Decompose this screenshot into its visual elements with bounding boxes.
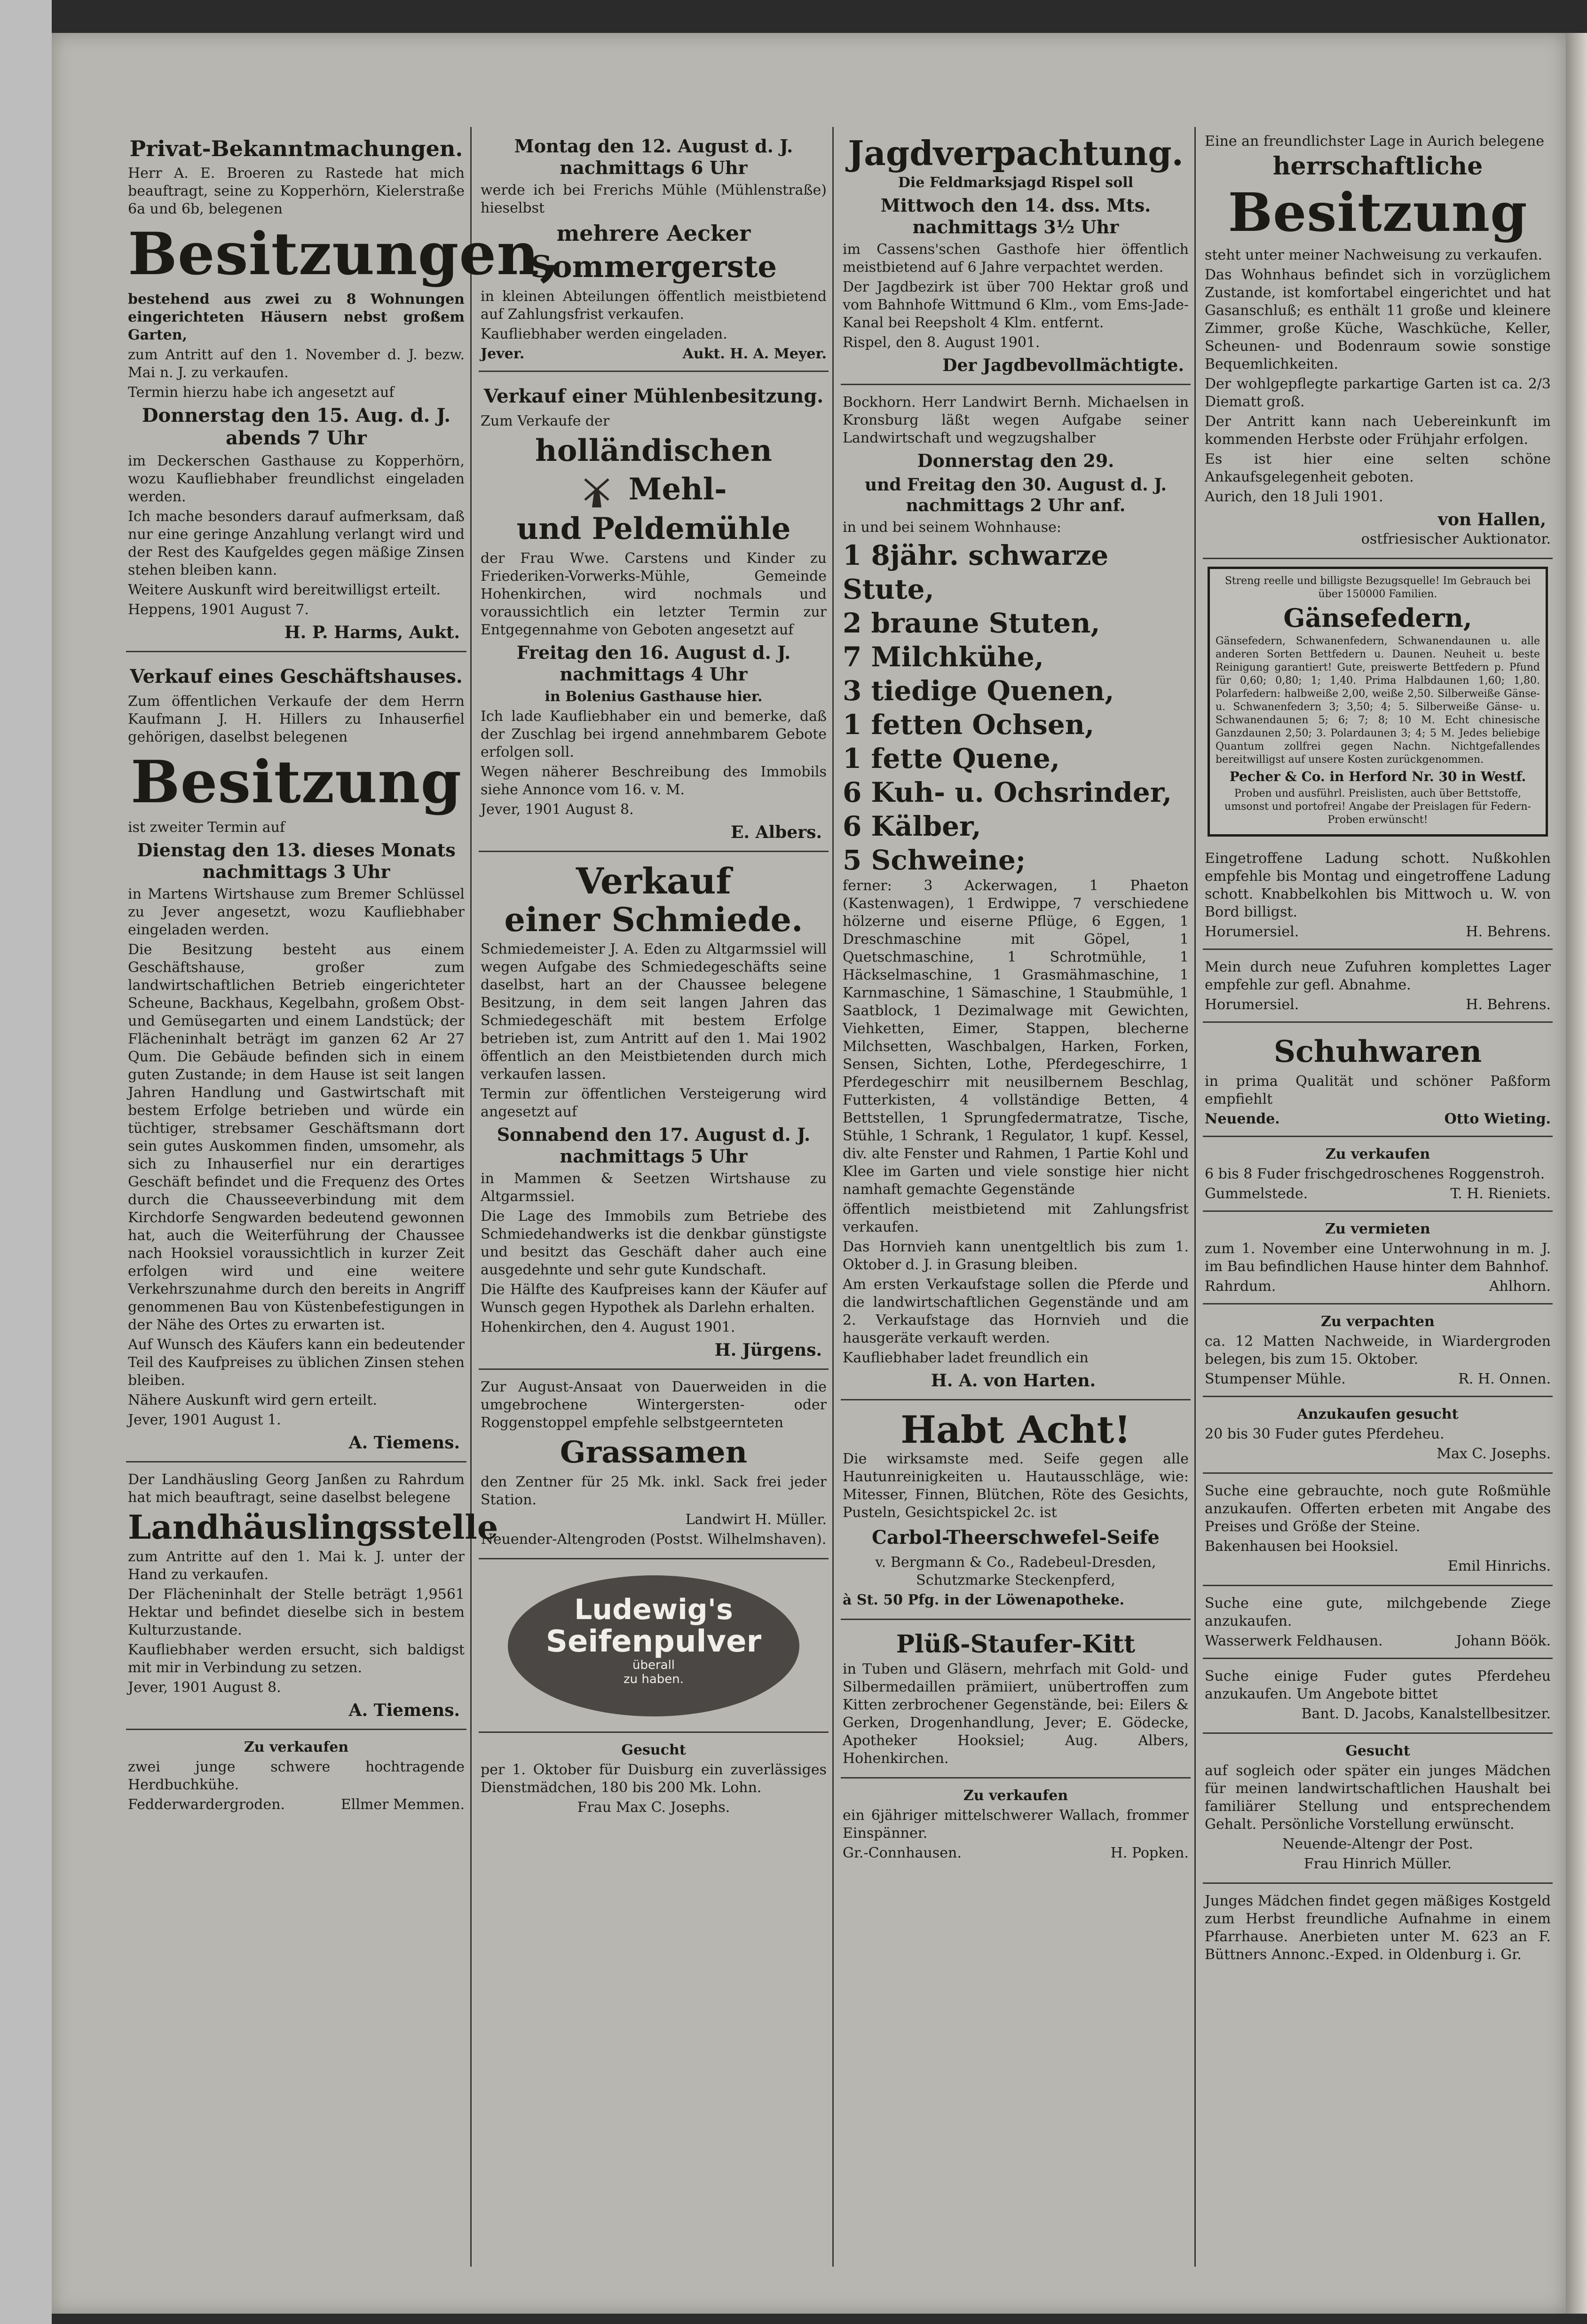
ad-unterwohnung: [1203, 1215, 1553, 1304]
ad-firm: Pecher & Co. in Herford Nr. 30 in Westf.: [1229, 769, 1526, 784]
ad-date: Sonnabend den 17. August d. J. nachmittags 5 Uhr: [497, 1123, 811, 1167]
ad-text: steht unter meiner Nachweisung zu verkaufen.: [1205, 247, 1543, 263]
ad-geschaeftshaus: [126, 655, 466, 1462]
ad-text: Das Hornvieh kann unentgeltlich bis zum 1. Oktober d. J. in Grasung bleiben.: [843, 1239, 1189, 1273]
ad-gaensefedern: [1208, 567, 1548, 837]
ad-nusskohlen: [1203, 844, 1553, 950]
ad-signature: H. A. von Harten.: [931, 1371, 1096, 1391]
ad-location: in Bolenius Gasthause hier.: [545, 688, 763, 705]
ad-headline: Schuhwaren: [1273, 1034, 1482, 1069]
auction-item: 2 braune Stuten,: [843, 607, 1100, 639]
auction-item: 6 Kuh- u. Ochsrinder,: [843, 776, 1172, 808]
ad-signature-title: ostfriesischer Auktionator.: [1361, 531, 1551, 547]
windmill-icon: [580, 475, 613, 508]
ad-title: Zu verkaufen: [1325, 1146, 1430, 1162]
ad-text: Schmiedemeister J. A. Eden zu Altgarmssiel will wegen Aufgabe des Schmiedegeschäfts seine daselbst, hart an der Chaussee belegene Besitzung, in dem seit langen Jahren das Schmiedegeschäft mit bestem Erfolge betrieben ist, zum Antritt auf den 1. Mai 1902 öffentlich an den Meistbietenden durch mich verkaufen lassen.: [481, 941, 827, 1083]
auction-item: 3 tiedige Quenen,: [843, 675, 1114, 707]
ad-habt-acht: [841, 1403, 1191, 1620]
ad-text: öffentlich meistbietend mit Zahlungsfrist verkaufen.: [843, 1201, 1189, 1235]
auction-item: 5 Schweine;: [843, 844, 1026, 876]
ad-text: 20 bis 30 Fuder gutes Pferdeheu.: [1205, 1426, 1445, 1442]
ad-text: Kaufliebhaber werden ersucht, sich baldigst mit mir in Verbindung zu setzen.: [128, 1642, 465, 1676]
ad-muehlenbesitzung: [479, 375, 829, 852]
ad-pferdeheu-suche: [1203, 1662, 1553, 1734]
badge-text: überall: [632, 1658, 675, 1672]
ad-headline: [481, 472, 827, 508]
ad-signature: Emil Hinrichs.: [1447, 1558, 1551, 1574]
ad-pluess-staufer-kitt: [841, 1623, 1191, 1779]
ad-date: Montag den 12. August d. J. nachmittags 6 Uhr: [514, 135, 793, 178]
ad-text: ein 6jähriger mittelschwerer Wallach, frommer Einspänner.: [843, 1807, 1189, 1842]
ad-text: Zum öffentlichen Verkaufe der dem Herrn Kaufmann J. H. Hillers zu Inhauserfiel gehörigen, daselbst belegenen: [128, 693, 465, 745]
ad-pferdeheu-gesucht: [1203, 1400, 1553, 1474]
ad-place: Heppens, 1901 August 7.: [128, 601, 309, 618]
ad-headline: holländischen: [535, 433, 772, 468]
auction-item: 1 fetten Ochsen,: [843, 709, 1095, 741]
ad-text: Suche eine gebrauchte, noch gute Roßmühle anzukaufen. Offerten erbeten mit Angabe des Preises und Größe der Steine.: [1205, 1483, 1551, 1535]
ad-title: Anzukaufen gesucht: [1297, 1406, 1459, 1423]
ad-headline: Habt Acht!: [900, 1407, 1131, 1452]
product-name: Seifenpulver: [545, 1624, 762, 1659]
column-3: [832, 127, 1199, 2290]
ad-text: Wegen näherer Beschreibung des Immobils siehe Annonce vom 16. v. M.: [481, 763, 827, 798]
ad-date: Donnerstag den 15. Aug. d. J. abends 7 Uhr: [142, 404, 451, 449]
ad-headline: Carbol-Theerschwefel-Seife: [872, 1526, 1160, 1549]
ad-landhaeuslingsstelle: [126, 1465, 498, 1730]
ad-schuhwaren: [1203, 1026, 1553, 1137]
ad-text: Termin hierzu habe ich angesetzt auf: [128, 384, 395, 401]
ad-text: zum Antritt auf den 1. November d. J. bezw. Mai n. J. zu verkaufen.: [128, 347, 465, 381]
ad-text: Zum Verkaufe der: [481, 413, 610, 429]
auction-item: 7 Milchkühe,: [843, 641, 1044, 673]
ad-herrschaftliche-besitzung: [1203, 127, 1553, 559]
ad-text: in prima Qualität und schöner Paßform empfiehlt: [1205, 1073, 1551, 1107]
ad-signature: H. Popken.: [1110, 1845, 1189, 1861]
ad-text: Der Antritt kann nach Uebereinkunft im kommenden Herbste oder Frühjahr erfolgen.: [1205, 413, 1551, 448]
ad-text: Die Lage des Immobils zum Betriebe des Schmiedehandwerks ist die denkbar günstigste und besitzt das Geschäft daher auch eine ausgedehnte und sehr gute Kundschaft.: [481, 1208, 827, 1278]
ad-text: Der wohlgepflegte parkartige Garten ist ca. 2/3 Diematt groß.: [1205, 376, 1551, 410]
ad-rossmuehle: [1203, 1477, 1553, 1586]
ad-text: bestehend aus zwei zu 8 Wohnungen eingerichteten Häusern nebst großem Garten,: [128, 291, 465, 343]
ad-signature: T. H. Rieniets.: [1450, 1186, 1551, 1202]
ad-sommergerste: [479, 127, 829, 372]
ad-date: Donnerstag den 29.: [917, 450, 1114, 471]
ad-signature: H. P. Harms, Aukt.: [284, 623, 460, 642]
ad-text: Weitere Auskunft wird bereitwilligst erteilt.: [128, 582, 441, 598]
ad-signature: Aukt. H. A. Meyer.: [682, 346, 827, 362]
ad-text: Zur August-Ansaat von Dauerweiden in die umgebrochene Wintergersten- oder Roggenstoppel empfehle selbstgeernteten: [481, 1378, 827, 1431]
ad-text: Suche eine gute, milchgebende Ziege anzukaufen.: [1205, 1595, 1551, 1629]
ad-text: Herr A. E. Broeren zu Rastede hat mich beauftragt, seine zu Kopperhörn, Kielerstraße 6a und 6b, belegenen: [128, 165, 465, 217]
ad-signature: H. Jürgens.: [714, 1340, 822, 1360]
ad-place: Rispel, den 8. August 1901.: [843, 334, 1040, 351]
ad-text: in Mammen & Seetzen Wirtshause zu Altgarmssiel.: [481, 1170, 827, 1205]
section-title: Privat-Bekanntmachungen.: [129, 136, 463, 161]
ad-date: Mittwoch den 14. dss. Mts. nachmittags 3½ Uhr: [880, 195, 1151, 237]
ad-text: im Deckerschen Gasthause zu Kopperhörn, wozu Kaufliebhaber freundlichst eingeladen werden.: [128, 453, 465, 505]
ad-headline: Jagdverpachtung.: [848, 133, 1184, 173]
ad-dienstmaedchen: [479, 1736, 829, 1826]
ad-headline-text: Mehl-: [628, 472, 727, 507]
ad-headline: Landhäuslingsstelle: [128, 1508, 498, 1547]
ad-text: Auf Wunsch des Käufers kann ein bedeutender Teil des Kaufpreises zu üblichen Zinsen stehen bleiben.: [128, 1336, 465, 1389]
ad-place: Bakenhausen bei Hooksiel.: [1205, 1538, 1399, 1555]
badge-text: zu haben.: [623, 1672, 684, 1686]
ad-text: im Cassens'schen Gasthofe hier öffentlich meistbietend auf 6 Jahre verpachtet werden.: [843, 241, 1189, 276]
ad-text: Die wirksamste med. Seife gegen alle Hautunreinigkeiten u. Hautausschläge, wie: Mitesser, Finnen, Blütchen, Röte des Gesichts, Pusteln, Gesichtspickel 2c. ist: [843, 1451, 1189, 1521]
ad-text: ferner: 3 Ackerwagen, 1 Phaeton (Kastenwagen), 1 Erdwippe, 7 verschiedene hölzerne und eiserne Pflüge, 6 Eggen, 1 Dreschmaschine mit Göpel, 1 Quetschmaschine, 1 Schrotmühle, 1 Häckselmaschine, 1 Grasmähmaschine, 1 Karnmaschine, 1 Sämaschine, 1 Staubmühle, 1 Saatblock, 1 Dezimalwage mit Gewichten, Viehketten, Eimer, Stappen, blecherne Milchsetten, Waschbalgen, Harken, Forken, Sensen, Sichten, Lothe, Pferdegeschirre, 1 Pferdegeschirr mit neusilbernem Beschlag, Futterkisten, 4 vollständige Betten, 4 Bettstellen, 1 Sprungfedermatratze, Tische, Stühle, 1 Schrank, 1 Regulator, 1 kupf. Kessel, div. alte Fenster und Rahmen, 1 Partie Kohl und Klee im Garten und viele sonstige hier nicht namhaft gemachte Gegenstände: [843, 877, 1189, 1198]
ad-text: Proben und ausführl. Preislisten, auch über Bettstoffe, umsonst und portofrei! Angabe der Preislagen für Federn-Proben erwünscht!: [1224, 788, 1531, 826]
ad-title: Zu verpachten: [1321, 1313, 1435, 1330]
ad-place: Gummelstede.: [1205, 1186, 1308, 1202]
ad-text: Am ersten Verkaufstage sollen die Pferde und die landwirtschaftlichen Gegenstände und am 2. Verkaufstage das Hornvieh und die hausgeräte verkauft werden.: [843, 1276, 1189, 1346]
ad-roggenstroh: [1203, 1140, 1553, 1212]
ad-signature: E. Albers.: [731, 822, 822, 842]
ad-headline: Besitzung: [1228, 182, 1528, 244]
ad-text: Termin zur öffentlichen Versteigerung wird angesetzt auf: [481, 1085, 827, 1120]
ad-headline: einer Schmiede.: [504, 900, 803, 939]
ad-place: Stumpenser Mühle.: [1205, 1371, 1346, 1387]
ad-headline: Verkauf: [576, 860, 732, 902]
brand-name: Ludewig's: [574, 1593, 733, 1626]
ad-place: Jever.: [481, 346, 525, 362]
ad-text: Das Wohnhaus befindet sich in vorzüglichem Zustande, ist komfortabel eingerichtet und hat Gasanschluß; es enthält 11 große und kleinere Zimmer, große Küche, Waschküche, Keller, Scheunen- und Bodenraum sowie sonstige Bequemlichkeiten.: [1205, 267, 1551, 372]
ad-text: in Martens Wirtshause zum Bremer Schlüssel zu Jever angesetzt, wozu Kaufliebhaber eingeladen werden.: [128, 886, 465, 938]
ad-zufuhren: [1203, 953, 1553, 1023]
ad-text: ca. 12 Matten Nachweide, in Wiardergroden belegen, bis zum 15. Oktober.: [1205, 1333, 1551, 1368]
ad-text: in und bei seinem Wohnhause:: [843, 519, 1062, 536]
ad-text: Eingetroffene Ladung schott. Nußkohlen empfehle bis Montag und eingetroffene Ladung schott. Knabbelkohlen bis Mittwoch u. W. von Bord billigst.: [1205, 850, 1551, 920]
ad-signature: A. Tiemens.: [348, 1433, 460, 1453]
ad-signature: R. H. Onnen.: [1458, 1371, 1551, 1387]
ad-nachweide: [1203, 1307, 1553, 1397]
ad-headline: mehrere Aecker: [556, 221, 751, 246]
ad-place: Fedderwardergroden.: [128, 1796, 285, 1813]
ad-place: Jever, 1901 August 8.: [128, 1679, 281, 1696]
ad-text: auf sogleich oder später ein junges Mädchen für meinen landwirtschaftlichen Haushalt bei familiärer Stellung und entsprechendem Gehalt. Persönliche Vorstellung erwünscht.: [1205, 1763, 1551, 1833]
ad-place: Horumersiel.: [1205, 924, 1299, 940]
auction-item: 1 fette Quene,: [843, 743, 1060, 775]
ad-text: Der Flächeninhalt der Stelle beträgt 1,9561 Hektar und befindet dieselbe sich in bestem Kulturzustande.: [128, 1586, 465, 1638]
ad-text: Die Feldmarksjagd Rispel soll: [898, 174, 1134, 191]
ad-date: und Freitag den 30. August d. J. nachmittags 2 Uhr anf.: [864, 475, 1167, 515]
ad-wallach: [841, 1781, 1191, 1870]
ad-schmiede: [479, 855, 829, 1370]
ad-place: Hohenkirchen, den 4. August 1901.: [481, 1319, 735, 1336]
ad-grassamen: [479, 1373, 829, 1559]
ad-pfarrhaus: [1203, 1887, 1553, 1973]
ad-headline: und Peldemühle: [516, 511, 791, 546]
ad-text: à St. 50 Pfg. in der Löwenapotheke.: [843, 1592, 1125, 1608]
ad-headline: Plüß-Staufer-Kitt: [896, 1630, 1136, 1659]
ad-text: zum Antritte auf den 1. Mai k. J. unter der Hand zu verkaufen.: [128, 1549, 465, 1583]
ad-signature: von Hallen,: [1438, 510, 1546, 530]
ad-headline: Besitzungen,: [128, 220, 561, 288]
ad-signature: Landwirt H. Müller.: [685, 1511, 827, 1528]
ad-text: 6 bis 8 Fuder frischgedroschenes Roggenstroh.: [1205, 1166, 1545, 1182]
ad-text: in Tuben und Gläsern, mehrfach mit Gold- und Silbermedaillen prämiiert, unübertroffen zum Kitten zerbrochener Gegenstände, bei: Eilers & Gerken, Drogenhandlung, Jever; E. Gödecke, Apotheker Hooksiel; Aug. Albers, Hohenkirchen.: [843, 1661, 1189, 1767]
ad-text: Eine an freundlichster Lage in Aurich belegene: [1205, 133, 1544, 150]
ad-signature: Frau Hinrich Müller.: [1303, 1856, 1452, 1872]
ad-signature: Ahlhorn.: [1489, 1278, 1551, 1295]
ad-signature: A. Tiemens.: [348, 1700, 460, 1720]
ad-place: Wasserwerk Feldhausen.: [1205, 1633, 1383, 1649]
ad-date: Dienstag den 13. dieses Monats nachmittags 3 Uhr: [137, 839, 456, 882]
ad-text: Streng reelle und billigste Bezugsquelle! Im Gebrauch bei über 150000 Familien.: [1224, 575, 1531, 600]
ad-signature: Max C. Josephs.: [1437, 1446, 1551, 1462]
ad-text: Kaufliebhaber werden eingeladen.: [481, 326, 727, 342]
ad-place: Horumersiel.: [1205, 996, 1299, 1013]
ad-signature: Frau Max C. Josephs.: [577, 1799, 730, 1816]
ad-ziege: [1203, 1589, 1553, 1659]
ad-place: Aurich, den 18 Juli 1901.: [1205, 489, 1383, 505]
auction-item: 1 8jähr. schwarze Stute,: [843, 539, 1109, 605]
ad-text: in kleinen Abteilungen öffentlich meistbietend auf Zahlungsfrist verkaufen.: [481, 288, 827, 323]
ad-title: Verkauf einer Mühlenbesitzung.: [483, 385, 824, 407]
ad-text: Kaufliebhaber ladet freundlich ein: [843, 1350, 1089, 1366]
ad-title: Zu vermieten: [1325, 1221, 1430, 1237]
ad-text: Ich mache besonders darauf aufmerksam, daß nur eine geringe Anzahlung verlangt wird und der Rest des Kaufgeldes gegen mäßige Zinsen stehen bleiben kann.: [128, 508, 465, 578]
page-edge: [1566, 33, 1587, 2314]
ad-text: zwei junge schwere hochtragende Herdbuchkühe.: [128, 1759, 465, 1793]
ad-text: Die Besitzung besteht aus einem Geschäftshause, großer zum landwirtschaftlichen Betrieb eingerichteter Scheune, Backhaus, Kegelbahn, großem Obst- und Gemüsegarten und einem Landstück; der Flächeninhalt beträgt im ganzen 62 Ar 27 Qum. Die Gebäude befinden sich in einem guten Zustande; in dem Hause ist seit langen Jahren Handlung und Gastwirtschaft mit bestem Erfolge betrieben und würde ein tüchtiger, strebsamer Geschäftsmann dort sein gutes Auskommen finden, umsomehr, als sich zu Inhauserfiel nur ein derartiges Geschäft befindet und die Frequenz des Ortes durch die Chausseeverbindung mit dem Kirchdorfe Sengwarden bedeutend gewonnen hat, auch die Weiterführung der Chaussee nach Hooksiel voraussichtlich in kurzer Zeit erfolgen wird und eine weitere Verkehrszunahme durch den bereits in Angriff genommenen Bau von Küstenbefestigungen in der Nähe des Ortes zu erwarten ist.: [128, 941, 465, 1333]
ad-bockhorn-auction: [841, 388, 1191, 1400]
ad-signature: Otto Wieting.: [1444, 1111, 1551, 1127]
ad-text: Gänsefedern, Schwanenfedern, Schwanendaunen u. alle anderen Sorten Bettfedern u. Daunen. Neuheit u. beste Reinigung garantiert! Gute, preiswerte Bettfedern p. Pfund für 0,60; 0,80; 1; 1,40. Prima Halbdaunen 1,60; 1,80. Polarfedern: halbweiße 2,00, weiße 2,50. Silberweiße Gänse- u. Schwanenfedern 3; 3,50; 4; 5. Silberweiße Gänse- u. Schwanendaunen 5; 6; 7; 8; 10 M. Echt chinesische Ganzdaunen 2,50; 3. Polardaunen 3; 4; 5 M. Jedes beliebige Quantum zollfrei gegen Nachn. Nichtgefallendes bereitwilligst auf unsere Kosten zurückgenommen.: [1216, 635, 1540, 766]
ad-ludewig-seifenpulver: [479, 1562, 829, 1733]
ad-signature: Ellmer Memmen.: [340, 1796, 465, 1813]
ad-text: Bockhorn. Herr Landwirt Bernh. Michaelsen in Kronsburg läßt wegen Aufgabe seiner Landwirtschaft und wegzugshalber: [843, 394, 1189, 446]
ad-headline: herrschaftliche: [1272, 152, 1483, 181]
ad-text: zum 1. November eine Unterwohnung in m. J. im Bau befindlichen Hause hinter dem Bahnhof.: [1205, 1241, 1551, 1275]
ad-place: Neuende-Altengr der Post.: [1282, 1836, 1473, 1852]
ad-place: Jever, 1901 August 1.: [128, 1412, 281, 1428]
ad-signature: H. Behrens.: [1466, 996, 1551, 1013]
auction-item: 6 Kälber,: [843, 810, 981, 842]
ad-place: Jever, 1901 August 8.: [481, 801, 634, 818]
ad-text: Junges Mädchen findet gegen mäßiges Kostgeld zum Herbst freundliche Aufnahme in einem Pfarrhause. Anerbieten unter M. 623 an F. Büttners Annonc.-Exped. in Oldenburg i. Gr.: [1205, 1893, 1551, 1963]
ad-text: Ich lade Kaufliebhaber ein und bemerke, daß der Zuschlag bei irgend annehmbarem Gebote erfolgen soll.: [481, 708, 827, 760]
ad-herdbuchkuehe: [126, 1733, 466, 1821]
ad-place: Rahrdum.: [1205, 1278, 1276, 1295]
ad-text: den Zentner für 25 Mk. inkl. Sack frei jeder Station.: [481, 1473, 827, 1508]
ad-signature: H. Behrens.: [1466, 924, 1551, 940]
ad-text: der Frau Wwe. Carstens und Kinder zu Friederiken-Vorwerks-Mühle, Gemeinde Hohenkirchen, wird nochmals und voraussichtlich ein letzter Termin zur Entgegennahme von Geboten angesetzt auf: [481, 550, 827, 638]
ad-place: Neuender-Altengroden (Postst. Wilhelmshaven).: [481, 1531, 827, 1548]
ad-text: Es ist hier eine selten schöne Ankaufsgelegenheit geboten.: [1205, 451, 1551, 485]
ad-headline: Grassamen: [560, 1434, 748, 1470]
ad-text: Der Landhäusling Georg Janßen zu Rahrdum hat mich beauftragt, seine daselbst belegene: [128, 1471, 465, 1506]
ad-text: v. Bergmann & Co., Radebeul-Dresden, Schutzmarke Steckenpferd,: [875, 1554, 1156, 1589]
ad-text: Mein durch neue Zufuhren komplettes Lager empfehle zur gefl. Abnahme.: [1205, 959, 1551, 993]
ad-title: Gesucht: [621, 1741, 686, 1758]
ad-title: Zu verkaufen: [963, 1787, 1068, 1804]
ad-place: Gr.-Connhausen.: [843, 1845, 962, 1861]
ad-maedchen-gesucht: [1203, 1737, 1553, 1884]
ad-date: Freitag den 16. August d. J. nachmittags 4 Uhr: [516, 641, 791, 685]
ad-headline: Sommergerste: [530, 249, 777, 285]
seifenpulver-badge: [508, 1575, 799, 1716]
ad-signature: Der Jagdbevollmächtigte.: [942, 356, 1184, 375]
ad-title: Verkauf eines Geschäftshauses.: [130, 665, 463, 688]
ad-text: per 1. Oktober für Duisburg ein zuverlässiges Dienstmädchen, 180 bis 200 Mk. Lohn.: [481, 1761, 827, 1796]
ad-signature: Johann Böök.: [1456, 1633, 1551, 1649]
ad-text: Der Jagdbezirk ist über 700 Hektar groß und vom Bahnhofe Wittmund 6 Klm., vom Ems-Jade-Kanal bei Reepsholt 4 Klm. entfernt.: [843, 279, 1189, 331]
ad-title: Zu verkaufen: [244, 1739, 349, 1755]
ad-text: Die Hälfte des Kaufpreises kann der Käufer auf Wunsch gegen Hypothek als Darlehn erhalten.: [481, 1281, 827, 1316]
ad-title: Gesucht: [1345, 1743, 1410, 1759]
ad-text: ist zweiter Termin auf: [128, 819, 285, 836]
column-4: [1194, 127, 1561, 2290]
column-2: [470, 127, 837, 2290]
scanner-margin: [0, 0, 52, 2324]
ad-signature: Bant. D. Jacobs, Kanalstellbesitzer.: [1301, 1706, 1551, 1722]
ad-text: werde ich bei Frerichs Mühle (Mühlenstraße) hieselbst: [481, 182, 827, 216]
ad-headline: Gänsefedern,: [1283, 603, 1472, 633]
ad-text: Suche einige Fuder gutes Pferdeheu anzukaufen. Um Angebote bittet: [1205, 1668, 1551, 1702]
ad-jagdverpachtung: [841, 127, 1191, 385]
ad-text: Nähere Auskunft wird gern erteilt.: [128, 1392, 377, 1408]
ad-place: Neuende.: [1205, 1111, 1280, 1127]
ad-headline: Besitzung: [130, 748, 462, 816]
